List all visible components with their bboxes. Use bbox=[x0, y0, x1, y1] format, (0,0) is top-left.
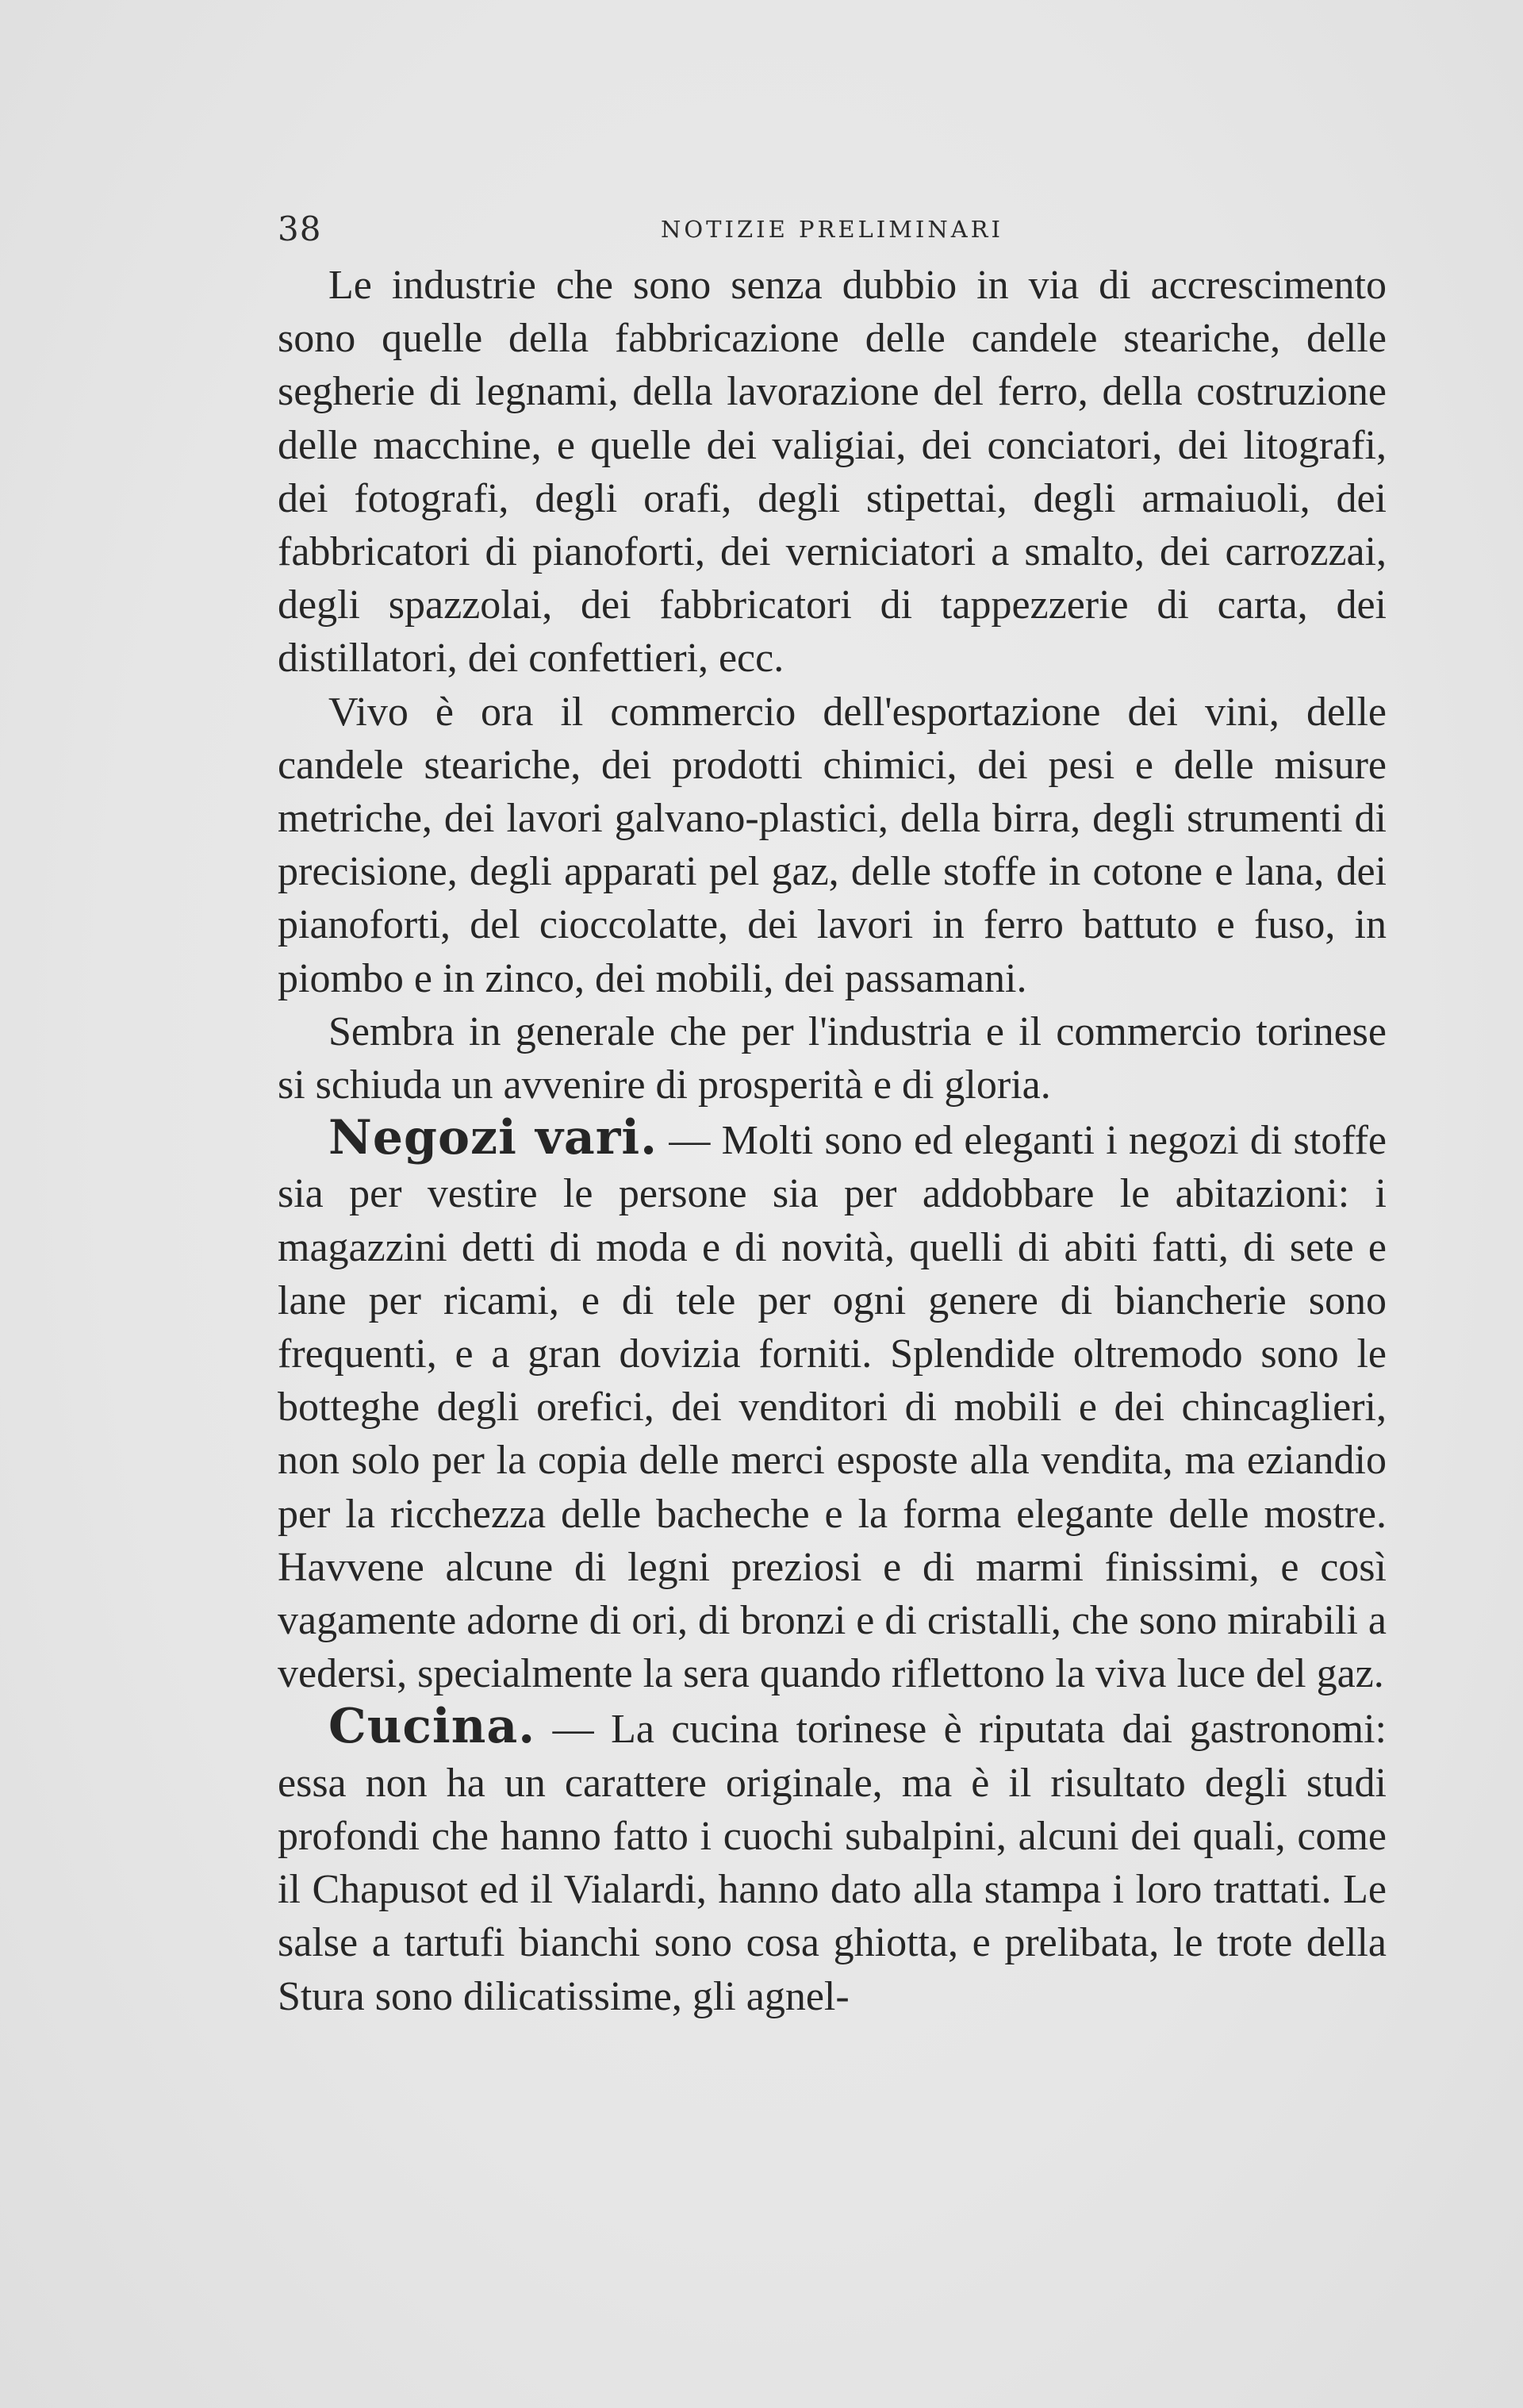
paragraph-text: Sembra in generale che per l'industria e il commercio torinese si schiuda un avvenire di prosperità e di gloria. bbox=[278, 1008, 1387, 1108]
section-heading-negozi-vari: Negozi vari. bbox=[328, 1110, 658, 1166]
body-text bbox=[278, 259, 1387, 2023]
paragraph-text: — Molti sono ed eleganti i negozi di stoffe sia per vestire le persone sia per addobbare le abitazioni: i magazzini detti di moda e di novità, quelli di abiti fatti, di sete e lane per ricami, e di tele per ogni genere di biancherie sono frequenti, e a gran dovizia forniti. Splendide oltremodo sono le botteghe degli orefici, dei venditori di mobili e dei chincaglieri, non solo per la copia delle merci esposte alla vendita, ma eziandio per la ricchezza delle bacheche e la forma elegante delle mostre. Havvene alcune di legni preziosi e di marmi finissimi, e così vagamente adorne di ori, di bronzi e di cristalli, che sono mirabili a vedersi, specialmente la sera quando riflettono la viva luce del gaz. bbox=[278, 1118, 1387, 1697]
section-heading-cucina: Cucina. bbox=[328, 1699, 536, 1755]
paragraph-negozi-vari bbox=[278, 1112, 1387, 1700]
running-head: NOTIZIE PRELIMINARI bbox=[661, 216, 1003, 243]
paragraph-text: Vivo è ora il commercio dell'esportazione dei vini, delle candele steariche, dei prodotti chimici, dei pesi e delle misure metriche, dei lavori galvano-plastici, della birra, degli strumenti di precisione, degli apparati pel gaz, delle stoffe in cotone e lana, dei pianoforti, del cioccolatte, dei lavori in ferro battuto e fuso, in piombo e in zinco, dei mobili, dei passamani. bbox=[278, 689, 1387, 1001]
paragraph-commercio bbox=[278, 686, 1387, 1005]
paragraph-industrie bbox=[278, 259, 1387, 686]
paragraph-avvenire bbox=[278, 1005, 1387, 1112]
page-header bbox=[278, 205, 1387, 249]
paragraph-text: — La cucina torinese è riputata dai gastronomi: essa non ha un carattere originale, ma è il risultato degli studi profondi che hanno fatto i cuochi subalpini, alcuni dei quali, come il Chapusot ed il Vialardi, hanno dato alla stampa i loro trattati. Le salse a tartufi bianchi sono cosa ghiotta, e prelibata, le trote della Stura sono dilicatissime, gli agnel- bbox=[278, 1707, 1387, 2019]
page-number: 38 bbox=[278, 209, 322, 248]
paragraph-text: Le industrie che sono senza dubbio in via di accrescimento sono quelle della fabbricazione delle candele steariche, delle segherie di legnami, della lavorazione del ferro, della costruzione delle macchine, e quelle dei valigiai, dei conciatori, dei litografi, dei fotografi, degli orafi, degli stipettai, degli armaiuoli, dei fabbricatori di pianoforti, dei verniciatori a smalto, dei carrozzai, degli spazzolai, dei fabbricatori di tappezzerie di carta, dei distillatori, dei confettieri, ecc. bbox=[278, 263, 1387, 682]
paragraph-cucina bbox=[278, 1700, 1387, 2022]
